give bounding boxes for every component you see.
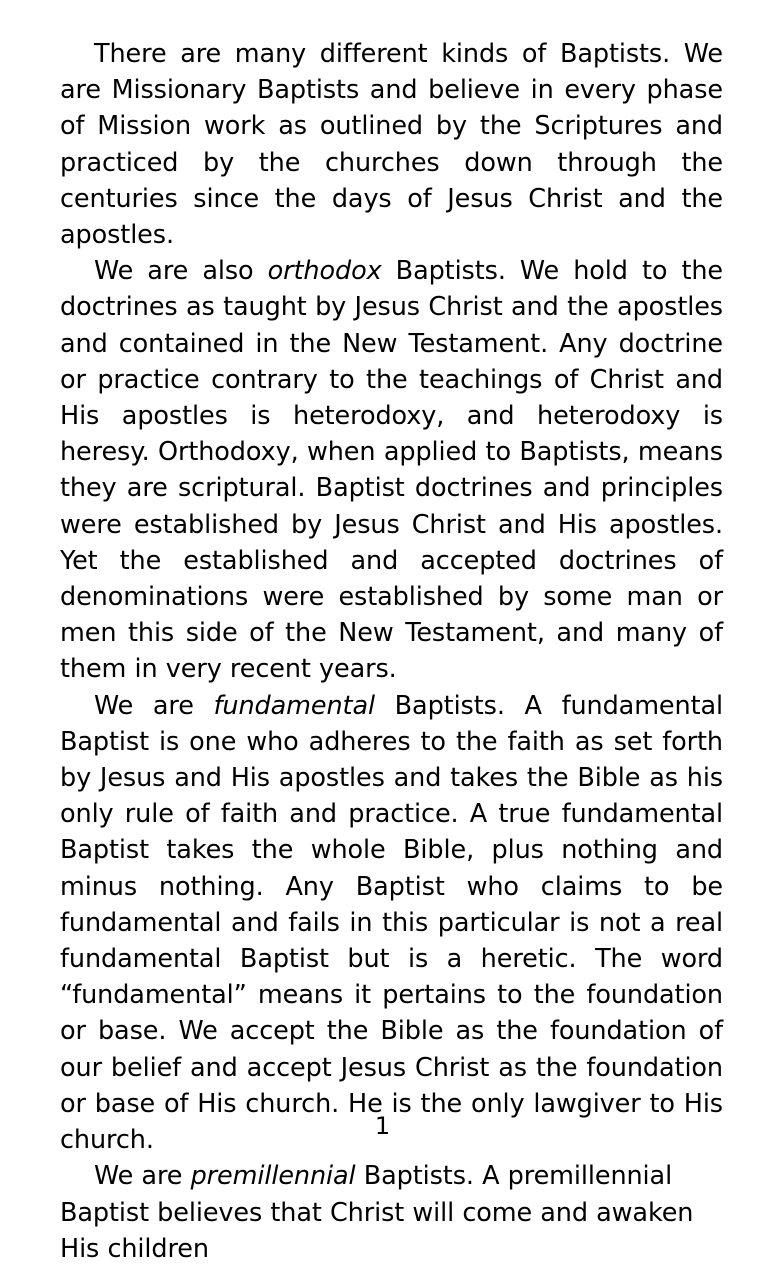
paragraph-4: [60, 1158, 723, 1267]
emphasis-text: premillennial: [190, 1161, 356, 1192]
text-run: We are: [94, 1161, 191, 1192]
paragraph-3: [60, 688, 723, 1159]
text-run: We are also: [94, 256, 268, 287]
text-run: There are many different kinds of Baptists. We are Missionary Baptists and believe in every phase of Mission work as outlined by the Scriptures and practiced by the churches down through the centuries since the days of Jesus Christ and the apostles.: [60, 39, 723, 251]
text-run: Baptists. A fundamental Baptist is one who adheres to the faith as set forth by Jesus and His apostles and takes the Bible as his only rule of faith and practice. A true fundamental Baptist takes the whole Bible, plus nothing and minus nothing. Any Baptist who claims to be fundamental and fails in this particular is not a real fundamental Baptist but is a heretic. The word “fundamental” means it pertains to the foundation or base. We accept the Bible as the foundation of our belief and accept Jesus Christ as the foundation or base of His church. He is the only lawgiver to His church.: [60, 690, 723, 1156]
emphasis-text: orthodox: [267, 256, 382, 287]
paragraph-1: [60, 36, 723, 253]
paragraph-2: [60, 253, 723, 687]
emphasis-text: fundamental: [213, 690, 375, 721]
text-run: We are: [94, 690, 214, 721]
text-run: Baptists. A premillennial Baptist believes that Christ will come and awaken His children: [60, 1161, 694, 1264]
page-number: 1: [374, 1112, 391, 1140]
body-text: [60, 36, 723, 1267]
text-run: Baptists. We hold to the doctrines as taught by Jesus Christ and the apostles and contained in the New Testament. Any doctrine or practice contrary to the teachings of Christ and His apostles is heterodoxy, and heterodoxy is heresy. Orthodoxy, when applied to Baptists, means they are scriptural. Baptist doctrines and principles were established by Jesus Christ and His apostles. Yet the established and accepted doctrines of denominations were established by some man or men this side of the New Testament, and many of them in very recent years.: [60, 256, 724, 685]
